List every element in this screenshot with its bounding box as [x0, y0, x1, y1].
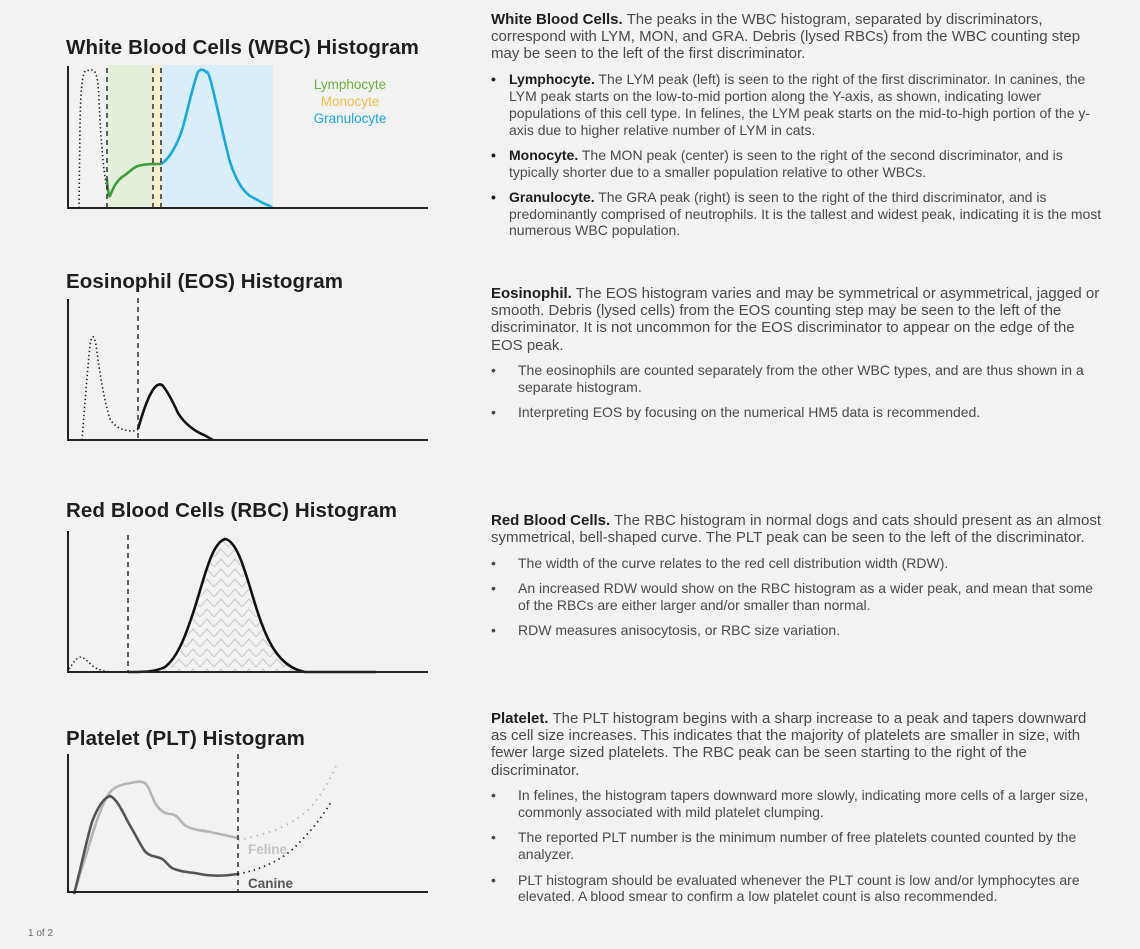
page-number: 1 of 2: [28, 928, 54, 939]
rbc-peak-fill: [158, 539, 305, 672]
bullet-text: RDW measures anisocytosis, or RBC size variation.: [518, 622, 841, 639]
monocyte-region: [153, 65, 161, 208]
plt-debris-curve: [69, 657, 128, 672]
list-item: [491, 622, 1106, 639]
rbc-description: [491, 512, 1106, 639]
bullet: •: [491, 146, 496, 163]
wbc-heading: White Blood Cells.: [491, 11, 623, 28]
eos-intro-text: The EOS histogram varies and may be symmetrical or asymmetrical, jagged or smooth. Debris (lysed cells) from the EOS counting step may be seen to the left of the discriminator. It is not uncommon for the EOS discriminator to appear on the edge of the EOS peak.: [491, 285, 1100, 354]
eos-histogram-title: Eosinophil (EOS) Histogram: [66, 270, 344, 293]
bullet-text: The eosinophils are counted separately from the other WBC types, and are thus shown in a separate histogram.: [518, 362, 1084, 396]
plt-intro-text: The PLT histogram begins with a sharp increase to a peak and tapers downward as cell size increases. This indicates that the majority of platelets are smaller in size, with fewer large sized platelets. The RBC peak can be seen starting to the right of the discriminator.: [491, 710, 1087, 779]
bullet: •: [491, 188, 496, 205]
rbc-intro: [491, 512, 1106, 546]
feline-label: Feline: [248, 842, 288, 857]
rbc-histogram-chart: [60, 527, 440, 679]
list-item: [491, 147, 1106, 181]
list-item: [491, 829, 1106, 863]
bullet: •: [491, 580, 496, 597]
eos-histogram-chart: [60, 295, 440, 445]
feline-rbc-tail: [238, 766, 336, 840]
bullet-text: An increased RDW would show on the RBC histogram as a wider peak, and mean that some of the RBCs are either larger and/or smaller than normal.: [518, 580, 1094, 613]
list-item: [491, 362, 1106, 396]
wbc-bullet-list: [491, 71, 1106, 239]
bullet: •: [491, 362, 496, 379]
eos-intro: [491, 285, 1106, 354]
bullet: •: [491, 71, 496, 88]
wbc-description: [491, 11, 1106, 239]
list-item: [491, 872, 1106, 906]
wbc-debris-curve: [79, 70, 107, 208]
canine-curve: [74, 796, 238, 894]
legend-lymphocyte: Lymphocyte: [313, 77, 387, 92]
rbc-histogram-title: Red Blood Cells (RBC) Histogram: [66, 499, 398, 522]
wbc-histogram-title: White Blood Cells (WBC) Histogram: [66, 36, 419, 59]
bullet: •: [491, 871, 496, 888]
legend-granulocyte: Granulocyte: [313, 111, 387, 126]
plt-intro: [491, 710, 1106, 779]
plt-histogram-chart: [60, 752, 440, 902]
bullet-text: Interpreting EOS by focusing on the numerical HM5 data is recommended.: [518, 404, 981, 421]
eos-description: [491, 285, 1106, 421]
eos-bullet-list: [491, 362, 1106, 421]
bullet-text: The width of the curve relates to the red cell distribution width (RDW).: [518, 554, 949, 571]
list-item: [491, 404, 1106, 421]
bullet-term: Lymphocyte.: [509, 71, 595, 88]
canine-rbc-tail: [238, 800, 332, 874]
list-item: [491, 71, 1106, 138]
bullet: •: [491, 404, 496, 421]
bullet: •: [491, 829, 496, 846]
plt-description: [491, 710, 1106, 905]
rbc-bullet-list: [491, 555, 1106, 639]
plt-histogram-title: Platelet (PLT) Histogram: [66, 727, 305, 750]
rbc-heading: Red Blood Cells.: [491, 512, 611, 529]
list-item: [491, 580, 1106, 614]
wbc-histogram-chart: [60, 60, 440, 212]
granulocyte-region: [161, 65, 273, 208]
bullet: •: [491, 622, 496, 639]
eos-peak-curve: [138, 384, 213, 440]
bullet: •: [491, 787, 496, 804]
bullet-text: The reported PLT number is the minimum number of free platelets counted counted by the analyzer.: [518, 829, 1077, 863]
legend-monocyte: Monocyte: [320, 94, 380, 109]
feline-curve: [74, 782, 238, 894]
bullet-text: The GRA peak (right) is seen to the right of the third discriminator, and is predominantly comprised of neutrophils. It is the tallest and widest peak, indicating it is the most numerous WBC population.: [509, 188, 1102, 239]
rbc-intro-text: The RBC histogram in normal dogs and cats should present as an almost symmetrical, bell-shaped curve. The PLT peak can be seen to the left of the discriminator.: [491, 512, 1102, 547]
bullet-text: The MON peak (center) is seen to the right of the second discriminator, and is typically shorter due to a smaller population relative to other WBCs.: [509, 146, 1063, 180]
eos-debris-curve: [82, 337, 138, 440]
canine-label: Canine: [248, 876, 294, 891]
bullet-term: Monocyte.: [509, 146, 579, 163]
eos-heading: Eosinophil.: [491, 285, 572, 302]
wbc-intro-text: The peaks in the WBC histogram, separated by discriminators, correspond with LYM, MON, and GRA. Debris (lysed RBCs) from the WBC counting step may be seen to the left of the first discriminator.: [491, 11, 1081, 63]
bullet-text: In felines, the histogram tapers downward more slowly, indicating more cells of a larger size, commonly associated with mild platelet clumping.: [518, 787, 1089, 821]
list-item: [491, 787, 1106, 821]
bullet: •: [491, 554, 496, 571]
plt-bullet-list: [491, 787, 1106, 905]
list-item: [491, 555, 1106, 572]
plt-heading: Platelet.: [491, 710, 549, 727]
bullet-text: PLT histogram should be evaluated whenever the PLT count is low and/or lymphocytes are elevated. A blood smear to confirm a low platelet count is also recommended.: [518, 871, 1080, 905]
wbc-intro: [491, 11, 1106, 63]
bullet-text: The LYM peak (left) is seen to the right of the first discriminator. In canines, the LYM peak starts on the low-to-mid portion along the Y-axis, as shown, indicating lower populations of this cell type. In felines, the LYM peak starts on the mid-to-high portion of the y-axis due to higher relative number of LYM in cats.: [509, 71, 1091, 138]
list-item: [491, 189, 1106, 239]
bullet-term: Granulocyte.: [509, 188, 595, 205]
